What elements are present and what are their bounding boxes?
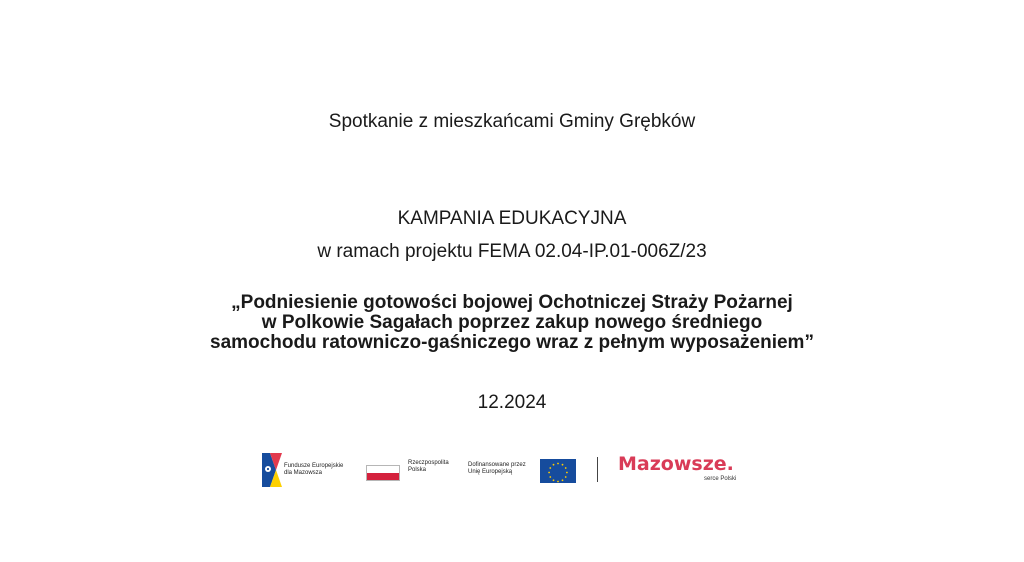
european-funds-text — [284, 463, 343, 477]
european-funds-logo-icon — [262, 453, 282, 487]
poland-text — [408, 460, 449, 474]
poland-line-2: Polska — [408, 467, 427, 473]
eu-line-1: Dofinansowane przez — [468, 462, 526, 468]
eu-flag-icon — [540, 459, 576, 483]
poland-line-1: Rzeczpospolita — [408, 460, 449, 466]
eu-text — [468, 462, 526, 476]
project-title-line-3: samochodu ratowniczo-gaśniczego wraz z pełnym wyposażeniem” — [210, 332, 814, 353]
logo-separator — [597, 457, 598, 482]
mazowsze-logo — [618, 452, 740, 488]
mazowsze-wordmark: Mazowsze. — [618, 453, 734, 475]
project-line: w ramach projektu FEMA 02.04-IP.01-006Z/23 — [317, 241, 707, 262]
project-title-line-2: w Polkowie Sagałach poprzez zakup nowego średniego — [261, 312, 763, 333]
eu-logo — [468, 452, 580, 488]
logo-strip — [262, 452, 752, 488]
poland-logo — [366, 452, 458, 488]
european-funds-line-2: dla Mazowsza — [284, 470, 323, 476]
mazowsze-subtitle — [704, 476, 736, 482]
meeting-title: Spotkanie z mieszkańcami Gminy Grębków — [328, 111, 696, 132]
eu-line-2: Unię Europejską — [468, 469, 513, 475]
mazowsze-subtitle-text: serce Polski — [704, 476, 737, 482]
date: 12.2024 — [477, 392, 547, 413]
project-title — [0, 293, 1024, 353]
campaign-title: KAMPANIA EDUKACYJNA — [397, 208, 627, 229]
european-funds-line-1: Fundusze Europejskie — [284, 463, 344, 469]
polish-flag-icon — [366, 465, 400, 481]
project-title-line-1: „Podniesienie gotowości bojowej Ochotniczej Straży Pożarnej — [231, 292, 793, 313]
european-funds-logo — [262, 452, 362, 488]
